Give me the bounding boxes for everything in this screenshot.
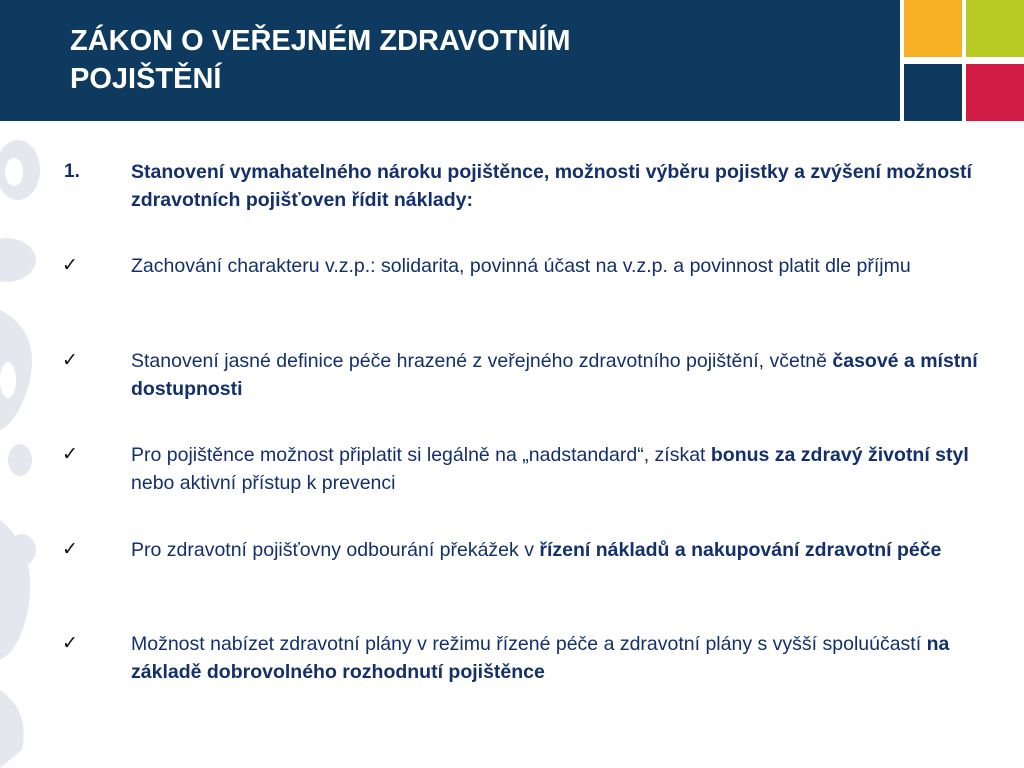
checkmark-icon: ✓ bbox=[62, 539, 78, 560]
checkmark-icon: ✓ bbox=[62, 350, 78, 371]
checkmark-icon: ✓ bbox=[62, 633, 78, 654]
item-text: Pro zdravotní pojišťovny odbourání překážek v řízení nákladů a nakupování zdravotní péče bbox=[131, 539, 942, 561]
checkmark-icon: ✓ bbox=[62, 444, 78, 465]
slide-title bbox=[70, 22, 870, 98]
item-text: Stanovení vymahatelného nároku pojištěnce, možnosti výběru pojistky a zvýšení možností zdravotních pojišťoven řídit náklady: bbox=[131, 161, 972, 211]
decor-square-blue bbox=[904, 64, 962, 121]
decor-square-green bbox=[966, 0, 1024, 57]
checkmark-icon: ✓ bbox=[62, 255, 78, 276]
header-divider bbox=[0, 121, 1024, 124]
decor-square-orange bbox=[904, 0, 962, 57]
item-number: 1. bbox=[64, 161, 80, 182]
item-text: Pro pojištěnce možnost připlatit si legálně na „nadstandard“, získat bonus za zdravý životní styl nebo aktivní přístup k prevenci bbox=[131, 444, 969, 494]
item-text: Zachování charakteru v.z.p.: solidarita, povinná účast na v.z.p. a povinnost platit dle příjmu bbox=[131, 255, 911, 277]
title-line-2: POJIŠTĚNÍ bbox=[70, 63, 222, 95]
item-text: Možnost nabízet zdravotní plány v režimu řízené péče a zdravotní plány s vyšší spoluúčastí na základě dobrovolného rozhodnutí pojištěnce bbox=[131, 633, 950, 683]
title-line-1: ZÁKON O VEŘEJNÉM ZDRAVOTNÍM bbox=[70, 25, 571, 57]
watermark-logo-icon bbox=[0, 130, 70, 768]
item-text: Stanovení jasné definice péče hrazené z veřejného zdravotního pojištění, včetně časové a místní dostupnosti bbox=[131, 350, 978, 400]
slide-header bbox=[0, 0, 900, 121]
decor-square-red bbox=[966, 64, 1024, 121]
